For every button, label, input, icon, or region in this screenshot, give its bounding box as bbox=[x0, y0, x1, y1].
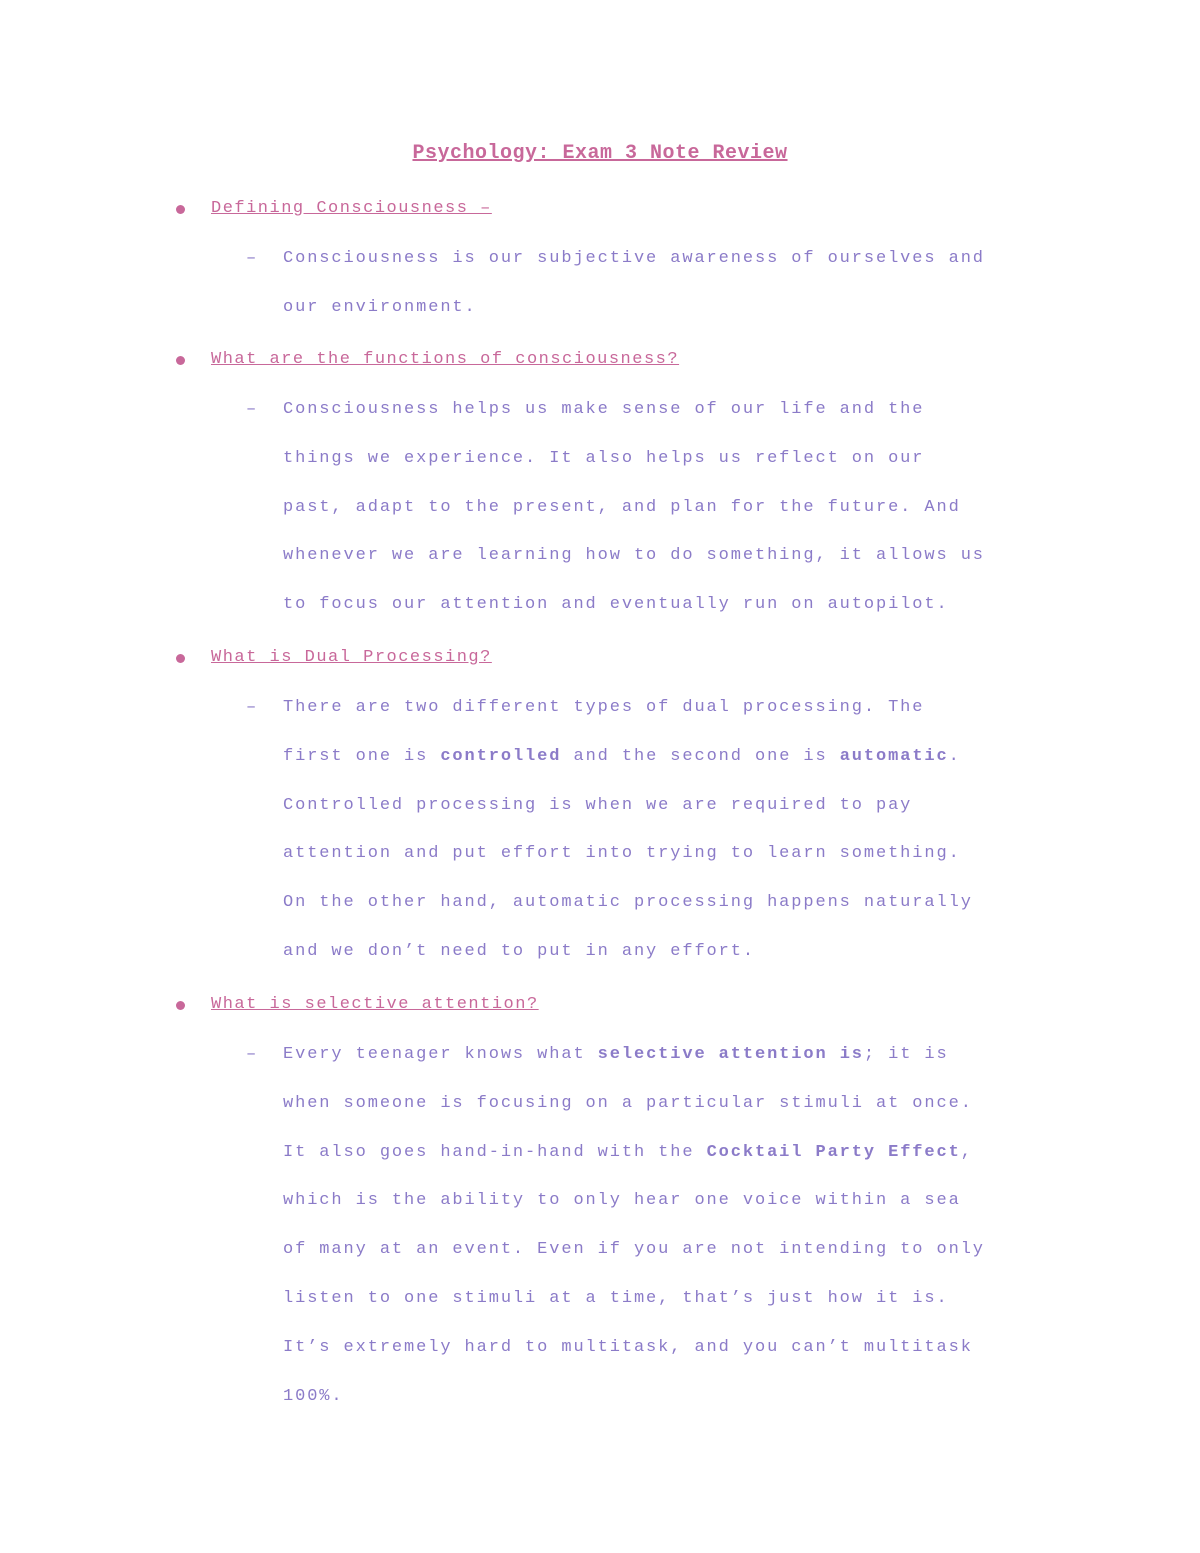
dash-icon: – bbox=[246, 698, 257, 717]
paragraph-line bbox=[283, 1080, 1073, 1129]
section-heading: What is selective attention? bbox=[211, 995, 539, 1014]
paragraph-line bbox=[283, 1226, 1073, 1275]
paragraph-line bbox=[283, 1129, 1073, 1178]
paragraph-line bbox=[283, 532, 1073, 581]
text-segment: to focus our attention and eventually run on autopilot. bbox=[283, 595, 949, 615]
bullet-icon bbox=[176, 654, 185, 663]
section-heading: What is Dual Processing? bbox=[211, 648, 492, 667]
dash-icon: – bbox=[246, 1045, 257, 1064]
paragraph-line bbox=[283, 733, 1073, 782]
bold-term: selective attention is bbox=[597, 1045, 864, 1064]
text-segment: first one is bbox=[283, 746, 441, 766]
section-paragraph bbox=[283, 386, 1073, 630]
section-heading: Defining Consciousness – bbox=[211, 199, 492, 218]
text-segment: It’s extremely hard to multitask, and you can’t multitask bbox=[283, 1337, 973, 1357]
paragraph-line bbox=[283, 1324, 1073, 1373]
text-segment: It also goes hand-in-hand with the bbox=[283, 1142, 707, 1162]
paragraph-line bbox=[283, 386, 1073, 435]
page-title: Psychology: Exam 3 Note Review bbox=[412, 142, 788, 165]
text-segment: attention and put effort into trying to learn something. bbox=[283, 844, 961, 864]
paragraph-line bbox=[283, 782, 1073, 831]
paragraph-line bbox=[283, 928, 1073, 977]
text-segment: whenever we are learning how to do something, it allows us bbox=[283, 546, 985, 566]
text-segment: Consciousness is our subjective awareness of ourselves and bbox=[283, 249, 985, 268]
text-segment: our environment. bbox=[283, 297, 477, 317]
bold-term: automatic bbox=[839, 746, 949, 766]
paragraph-line bbox=[283, 581, 1073, 630]
section-paragraph bbox=[283, 1031, 1073, 1421]
section-heading-row bbox=[176, 645, 1076, 671]
text-segment: Every teenager knows what bbox=[283, 1045, 598, 1064]
bold-term: Cocktail Party Effect bbox=[706, 1142, 961, 1162]
text-segment: Controlled processing is when we are required to pay bbox=[283, 795, 913, 815]
text-segment: 100%. bbox=[283, 1386, 344, 1406]
paragraph-line bbox=[283, 684, 1073, 733]
dash-icon: – bbox=[246, 249, 257, 268]
paragraph-line bbox=[283, 484, 1073, 533]
text-segment: Consciousness helps us make sense of our life and the bbox=[283, 400, 925, 419]
paragraph-line bbox=[283, 1177, 1073, 1226]
paragraph-line bbox=[283, 1031, 1073, 1080]
text-segment: ; it is bbox=[863, 1045, 949, 1064]
text-segment: and the second one is bbox=[561, 746, 840, 766]
section-heading-row bbox=[176, 992, 1076, 1018]
paragraph-line bbox=[283, 235, 1073, 284]
bullet-icon bbox=[176, 205, 185, 214]
bold-term: controlled bbox=[440, 746, 562, 766]
paragraph-line bbox=[283, 435, 1073, 484]
text-segment: things we experience. It also helps us reflect on our bbox=[283, 448, 925, 468]
bullet-icon bbox=[176, 356, 185, 365]
dash-icon: – bbox=[246, 400, 257, 419]
section-heading-row bbox=[176, 196, 1076, 222]
text-segment: when someone is focusing on a particular stimuli at once. bbox=[283, 1093, 973, 1113]
text-segment: and we don’t need to put in any effort. bbox=[283, 941, 755, 961]
text-segment: On the other hand, automatic processing happens naturally bbox=[283, 893, 973, 913]
section-paragraph bbox=[283, 235, 1073, 333]
paragraph-line bbox=[283, 830, 1073, 879]
paragraph-line bbox=[283, 1275, 1073, 1324]
section-heading: What are the functions of consciousness? bbox=[211, 350, 680, 369]
bullet-icon bbox=[176, 1001, 185, 1010]
text-segment: listen to one stimuli at a time, that’s just how it is. bbox=[283, 1288, 949, 1308]
text-segment: past, adapt to the present, and plan for the future. And bbox=[283, 497, 961, 517]
section-heading-row bbox=[176, 347, 1076, 373]
text-segment: , bbox=[960, 1142, 973, 1162]
text-segment: . bbox=[948, 746, 961, 766]
section-paragraph bbox=[283, 684, 1073, 977]
paragraph-line bbox=[283, 879, 1073, 928]
paragraph-line bbox=[283, 1373, 1073, 1422]
text-segment: which is the ability to only hear one voice within a sea bbox=[283, 1191, 961, 1211]
text-segment: of many at an event. Even if you are not intending to only bbox=[283, 1240, 985, 1260]
text-segment: There are two different types of dual processing. The bbox=[283, 698, 925, 717]
paragraph-line bbox=[283, 284, 1073, 333]
